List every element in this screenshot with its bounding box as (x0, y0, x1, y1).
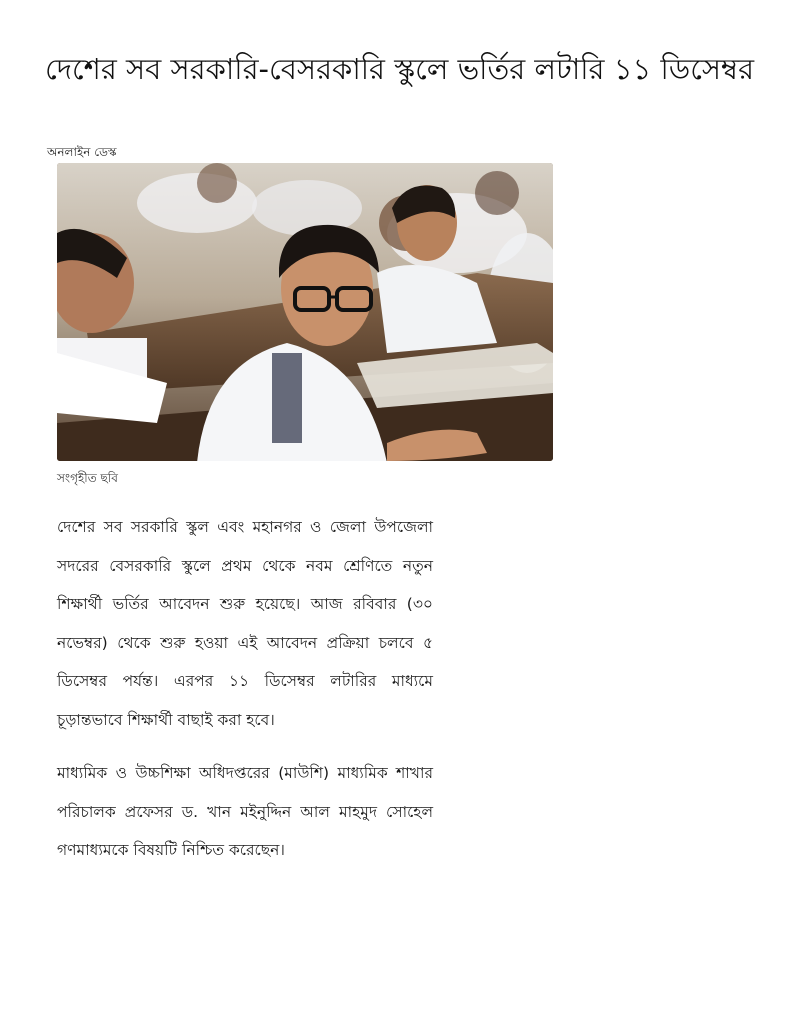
article-photo (57, 163, 553, 461)
photo-caption: সংগৃহীত ছবি (57, 471, 118, 485)
article-paragraph: মাধ্যমিক ও উচ্চশিক্ষা অধিদপ্তরের (মাউশি) মাধ্যমিক শাখার পরিচালক প্রফেসর ড. খান মইনুদ্দিন আল মাহমুদ সোহেল গণমাধ্যমকে বিষয়টি নিশ্চিত করেছেন। (57, 764, 433, 859)
article-body (57, 508, 433, 885)
article-byline: অনলাইন ডেস্ক (47, 145, 117, 159)
article-paragraph: দেশের সব সরকারি স্কুল এবং মহানগর ও জেলা উপজেলা সদরের বেসরকারি স্কুলে প্রথম থেকে নবম শ্রেণিতে নতুন শিক্ষার্থী ভর্তির আবেদন শুরু হয়েছে। আজ রবিবার (৩০ নভেম্বর) থেকে শুরু হওয়া এই আবেদন প্রক্রিয়া চলবে ৫ ডিসেম্বর পর্যন্ত। এরপর ১১ ডিসেম্বর লটারির মাধ্যমে চূড়ান্তভাবে শিক্ষার্থী বাছাই করা হবে। (57, 518, 433, 729)
article-headline: দেশের সব সরকারি-বেসরকারি স্কুলে ভর্তির লটারি ১১ ডিসেম্বর (45, 52, 755, 86)
